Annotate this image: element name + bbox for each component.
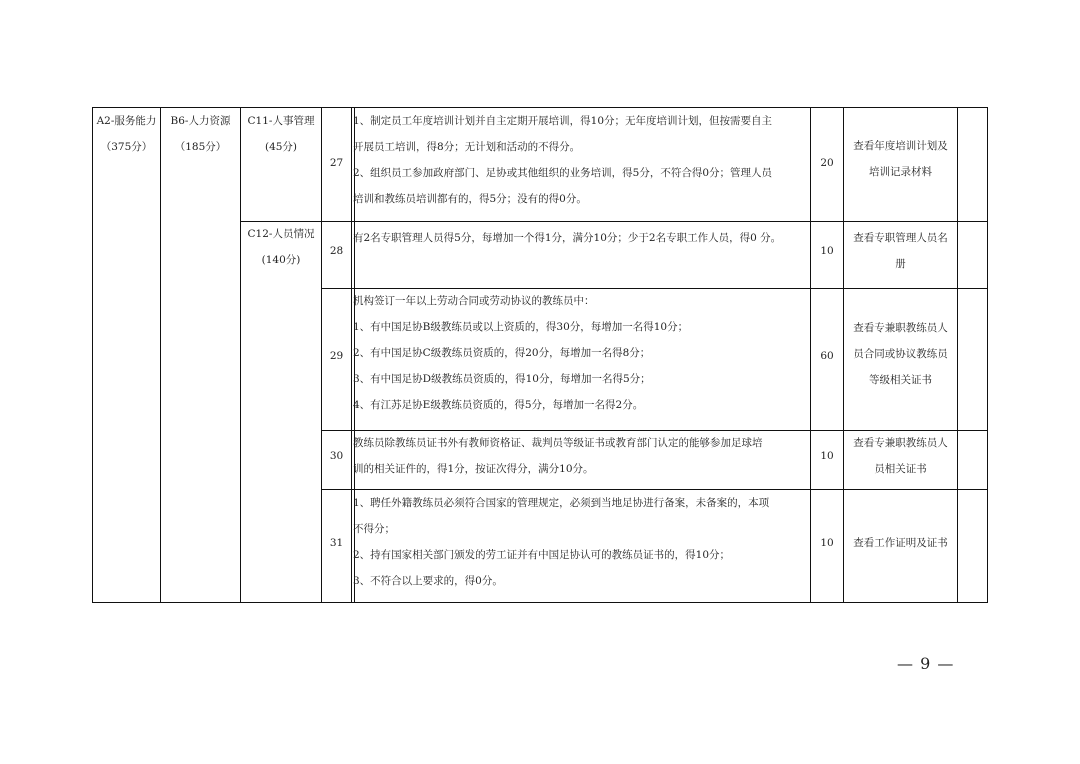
c11-name: C11-人事管理 bbox=[247, 115, 315, 127]
row-number: 29 bbox=[329, 350, 344, 362]
criteria-line: 培训和教练员培训都有的，得5分；没有的得0分。 bbox=[353, 193, 587, 205]
scoring-criteria bbox=[353, 225, 809, 251]
criteria-line: 1、聘任外籍教练员必须符合国家的管理规定，必须到当地足协进行备案，未备案的，本项 bbox=[353, 497, 770, 509]
scoring-criteria bbox=[353, 490, 809, 594]
c12-cell bbox=[241, 221, 321, 273]
level-b-name: B6-人力资源 bbox=[170, 115, 231, 127]
c12-score: (140分) bbox=[261, 254, 301, 266]
column-divider bbox=[240, 108, 241, 602]
c12-name: C12-人员情况 bbox=[247, 228, 315, 240]
check-method bbox=[844, 530, 957, 556]
row-number: 31 bbox=[329, 537, 344, 549]
check-method-line: 查看工作证明及证书 bbox=[853, 537, 948, 549]
row-number: 27 bbox=[329, 157, 344, 169]
criteria-line: 有2名专职管理人员得5分，每增加一个得1分，满分10分；少于2名专职工作人员，得0 分。 bbox=[353, 232, 782, 244]
level-b-cell bbox=[161, 108, 240, 160]
level-a-score: （375分） bbox=[100, 141, 153, 153]
criteria-line: 2、持有国家相关部门颁发的劳工证并有中国足协认可的教练员证书的，得10分； bbox=[353, 549, 731, 561]
check-method bbox=[844, 225, 957, 277]
criteria-line: 开展员工培训，得8分；无计划和活动的不得分。 bbox=[353, 141, 581, 153]
criteria-line: 4、有江苏足协E级教练员资质的，得5分，每增加一名得2分。 bbox=[353, 399, 644, 411]
criteria-line: 3、有中国足协D级教练员资质的，得10分，每增加一名得5分； bbox=[353, 373, 651, 385]
criteria-line: 不得分； bbox=[353, 523, 395, 535]
level-a-name: A2-服务能力 bbox=[96, 115, 157, 127]
check-method-line: 等级相关证书 bbox=[869, 374, 932, 386]
row-score: 10 bbox=[820, 537, 834, 549]
column-divider bbox=[957, 108, 958, 602]
criteria-line: 2、组织员工参加政府部门、足协或其他组织的业务培训，得5分，不符合得0分；管理人员 bbox=[353, 167, 773, 179]
page-number: — 9 — bbox=[897, 654, 955, 673]
check-method-line: 员相关证书 bbox=[874, 463, 927, 475]
row-score: 20 bbox=[820, 157, 834, 169]
check-method bbox=[844, 315, 957, 393]
check-method-line: 查看专职管理人员名 bbox=[853, 232, 948, 244]
criteria-line: 1、有中国足协B级教练员或以上资质的，得30分，每增加一名得10分； bbox=[353, 321, 689, 333]
criteria-line: 1、制定员工年度培训计划并自主定期开展培训，得10分；无年度培训计划，但按需要自主 bbox=[353, 115, 773, 127]
c11-score: (45分) bbox=[264, 141, 298, 153]
criteria-line: 训的相关证件的，得1分，按证次得分，满分10分。 bbox=[353, 463, 594, 475]
level-b-score: （185分） bbox=[174, 141, 227, 153]
check-method-line: 员合同或协议教练员 bbox=[853, 348, 948, 360]
check-method bbox=[844, 430, 957, 482]
c11-cell bbox=[241, 108, 321, 160]
scoring-criteria bbox=[353, 108, 809, 212]
scoring-criteria bbox=[353, 430, 809, 482]
row-score: 60 bbox=[820, 350, 834, 362]
scoring-table bbox=[92, 107, 988, 603]
check-method bbox=[844, 133, 957, 185]
row-score: 10 bbox=[820, 245, 834, 257]
row-number: 28 bbox=[329, 245, 344, 257]
check-method-line: 培训记录材料 bbox=[869, 166, 932, 178]
row-score: 10 bbox=[820, 450, 834, 462]
row-divider bbox=[240, 221, 988, 222]
level-a-cell bbox=[93, 108, 160, 160]
criteria-line: 2、有中国足协C级教练员资质的，得20分，每增加一名得8分； bbox=[353, 347, 651, 359]
check-method-line: 查看专兼职教练员人 bbox=[853, 437, 948, 449]
row-number: 30 bbox=[329, 450, 344, 462]
criteria-line: 机构签订一年以上劳动合同或劳动协议的教练员中： bbox=[353, 295, 595, 307]
check-method-line: 册 bbox=[895, 258, 906, 270]
scoring-criteria bbox=[353, 288, 809, 418]
column-divider bbox=[351, 108, 352, 602]
criteria-line: 3、不符合以上要求的，得0分。 bbox=[353, 575, 503, 587]
check-method-line: 查看专兼职教练员人 bbox=[853, 322, 948, 334]
check-method-line: 查看年度培训计划及 bbox=[853, 140, 948, 152]
column-divider bbox=[160, 108, 161, 602]
criteria-line: 教练员除教练员证书外有教师资格证、裁判员等级证书或教育部门认定的能够参加足球培 bbox=[353, 437, 763, 449]
